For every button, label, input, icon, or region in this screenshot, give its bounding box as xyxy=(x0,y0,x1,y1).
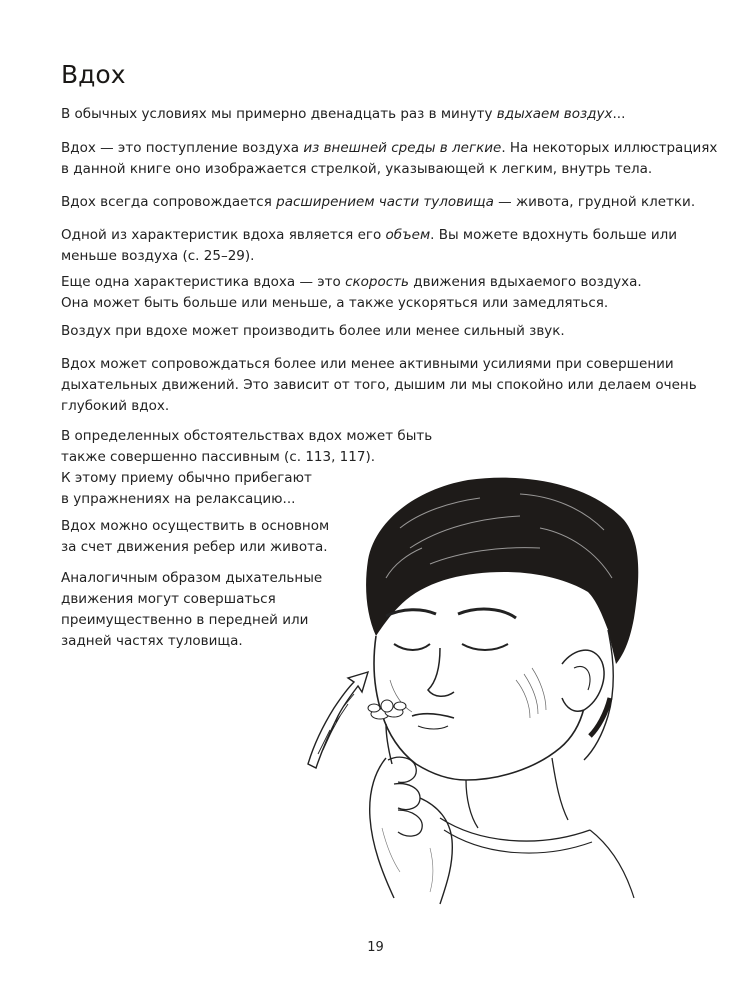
neck xyxy=(466,780,478,828)
paragraph-line xyxy=(61,631,322,652)
text-run: — живота, грудной клетки. xyxy=(493,194,696,210)
paragraph-line xyxy=(61,225,677,246)
text-run: К этому приему обычно прибегают xyxy=(61,470,312,486)
text-run: меньше воздуха (с. 25–29). xyxy=(61,248,255,264)
paragraph-3 xyxy=(61,192,695,213)
text-run: в упражнениях на релаксацию... xyxy=(61,491,296,507)
text-run: ... xyxy=(612,106,626,122)
italic-emphasis: скорость xyxy=(345,274,410,290)
ear xyxy=(562,650,604,711)
paragraph-line xyxy=(61,246,677,267)
paragraph-line xyxy=(61,159,717,180)
paragraph-line xyxy=(61,447,432,468)
hair xyxy=(366,478,638,664)
italic-emphasis: объем xyxy=(385,227,431,243)
text-run: Аналогичным образом дыхательные xyxy=(61,570,323,586)
text-run: Вдох — это поступление воздуха xyxy=(61,140,304,156)
boy-smelling-flower-illustration xyxy=(290,468,670,908)
text-run: . Вы можете вдохнуть больше или xyxy=(430,227,678,243)
italic-emphasis: из внешней среды в легкие xyxy=(303,140,502,156)
text-run: В обычных условиях мы примерно двенадцать раз в минуту xyxy=(61,106,497,122)
paragraph-line xyxy=(61,589,322,610)
mouth xyxy=(412,714,454,718)
closed-eye-left xyxy=(394,644,430,650)
text-run: Она может быть больше или меньше, а также ускоряться или замедляться. xyxy=(61,295,609,311)
paragraph-line xyxy=(61,375,697,396)
text-run: в данной книге оно изображается стрелкой, указывающей к легким, внутрь тела. xyxy=(61,161,653,177)
paragraph-line xyxy=(61,321,565,342)
italic-emphasis: вдыхаем воздух xyxy=(496,106,613,122)
italic-emphasis: расширением части туловища xyxy=(276,194,494,210)
paragraph-line xyxy=(61,104,625,125)
paragraph-line xyxy=(61,192,695,213)
text-run: движения могут совершаться xyxy=(61,591,276,607)
text-run: дыхательных движений. Это зависит от того, дышим ли мы спокойно или делаем очень xyxy=(61,377,697,393)
paragraph-line xyxy=(61,568,322,589)
paragraph-line xyxy=(61,426,432,447)
paragraph-4 xyxy=(61,225,677,267)
paragraph-line xyxy=(61,138,717,159)
paragraph-line xyxy=(61,516,329,537)
text-run: также совершенно пассивным (с. 113, 117). xyxy=(61,449,376,465)
paragraph-line xyxy=(61,610,322,631)
text-run: Вдох всегда сопровождается xyxy=(61,194,277,210)
page-title: Вдох xyxy=(61,60,126,89)
paragraph-2 xyxy=(61,138,717,180)
paragraph-line xyxy=(61,396,697,417)
page-number: 19 xyxy=(367,940,384,955)
paragraph-line xyxy=(61,272,642,293)
hand xyxy=(370,758,394,898)
paragraph-line xyxy=(61,354,697,375)
closed-eye-right xyxy=(462,644,508,650)
text-run: . На некоторых иллюстрациях xyxy=(501,140,718,156)
text-run: глубокий вдох. xyxy=(61,398,170,414)
text-run: Одной из характеристик вдоха является его xyxy=(61,227,386,243)
text-run: Вдох может сопровождаться более или менее активными усилиями при совершении xyxy=(61,356,674,372)
paragraph-1 xyxy=(61,104,625,125)
shirt-collar xyxy=(440,818,590,841)
paragraph-6 xyxy=(61,321,565,342)
nose xyxy=(428,648,454,696)
paragraph-9 xyxy=(61,516,329,558)
text-run: Еще одна характеристика вдоха — это xyxy=(61,274,346,290)
text-run: Вдох можно осуществить в основном xyxy=(61,518,330,534)
text-run: движения вдыхаемого воздуха. xyxy=(409,274,642,290)
text-run: за счет движения ребер или живота. xyxy=(61,539,328,555)
flower xyxy=(368,700,406,719)
paragraph-5 xyxy=(61,272,642,314)
text-run: В определенных обстоятельствах вдох может быть xyxy=(61,428,433,444)
paragraph-7 xyxy=(61,354,697,417)
paragraph-line xyxy=(61,537,329,558)
text-run: Воздух при вдохе может производить более или менее сильный звук. xyxy=(61,323,565,339)
paragraph-10 xyxy=(61,568,322,652)
paragraph-line xyxy=(61,293,642,314)
text-run: задней частях туловища. xyxy=(61,633,243,649)
text-run: преимущественно в передней или xyxy=(61,612,309,628)
